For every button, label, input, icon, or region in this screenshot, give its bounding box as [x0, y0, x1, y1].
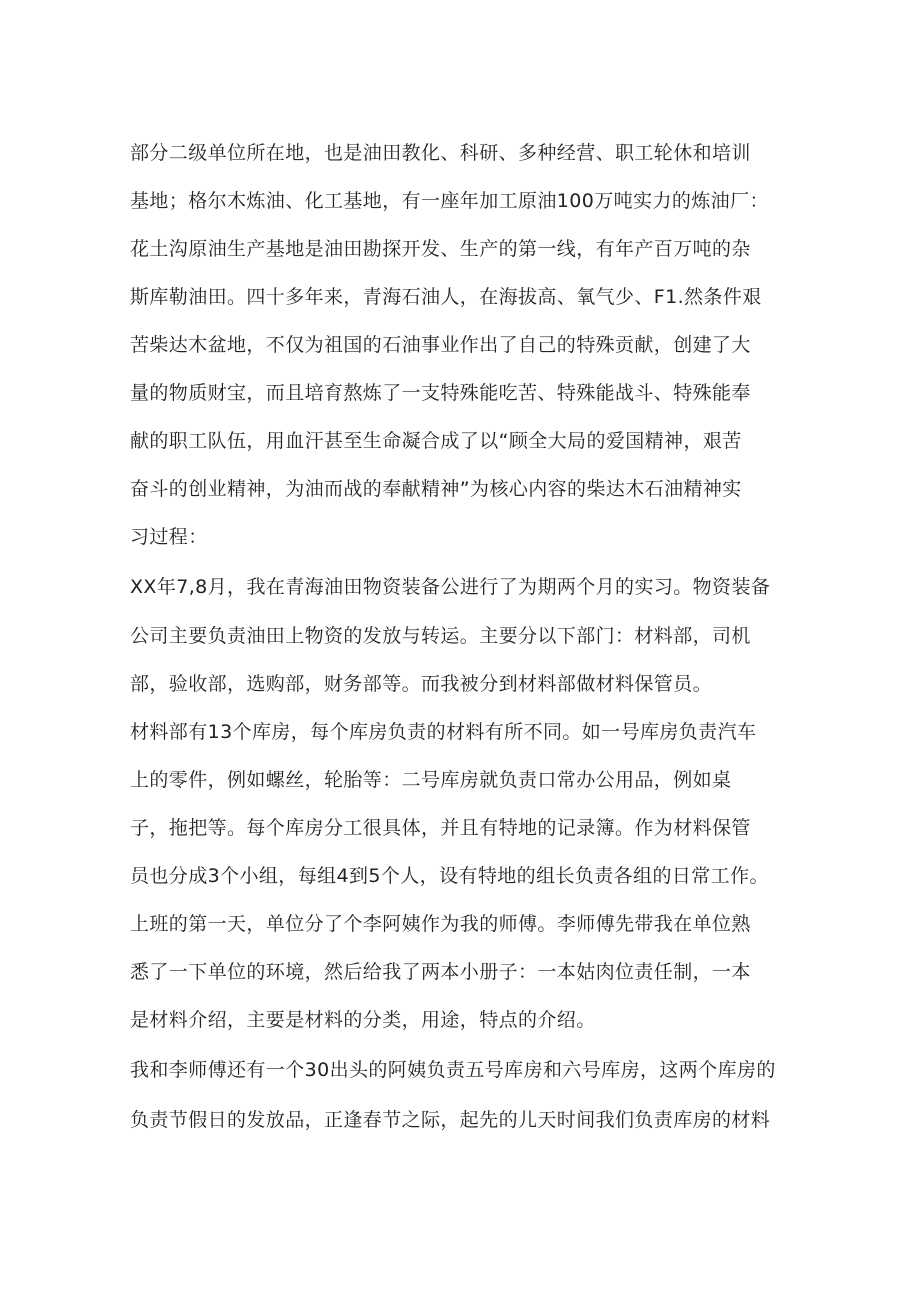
text-line: 材料部有13个库房，每个库房负责的材料有所不同。如一号库房负责汽车 — [130, 721, 757, 743]
text-line: 花土沟原油生产基地是油田勘探开发、生产的第一线，有年产百万吨的杂 — [130, 238, 751, 260]
text-line: 员也分成3个小组，每组4到5个人，设有特地的组长负责各组的日常工作。 — [130, 865, 769, 887]
text-line: 斯库勒油田。四十多年来，青海石油人，在海拔高、氧气少、F1.然条件艰 — [130, 286, 762, 308]
text-line: 是材料介绍，主要是材料的分类，用途，特点的介绍。 — [130, 1009, 596, 1031]
text-line: 奋斗的创业精神，为油而战的奉献精神”为核心内容的柴达木石油精神实 — [130, 478, 742, 500]
text-line: 我和李师傅还有一个30出头的阿姨负责五号库房和六号库房，这两个库房的 — [130, 1059, 776, 1081]
text-line: 量的物质财宝，而且培育熬炼了一支特殊能吃苦、特殊能战斗、特殊能奉 — [130, 382, 751, 404]
text-line: 负责节假日的发放品，正逢春节之际，起先的儿天时间我们负责库房的材料 — [130, 1109, 771, 1131]
text-line: XX年7,8月，我在青海油田物资装备公进行了为期两个月的实习。物资装备 — [130, 576, 771, 598]
text-line: 上的零件，例如螺丝，轮胎等：二号库房就负责口常办公用品，例如桌 — [130, 769, 732, 791]
text-line: 子，拖把等。每个库房分工很具体，并且有特地的记录簿。作为材料保管 — [130, 817, 751, 839]
text-line: 公司主要负责油田上物资的发放与转运。主要分以下部门：材料部，司机 — [130, 625, 751, 647]
text-line: 上班的第一天，单位分了个李阿姨作为我的师傅。李师傅先带我在单位熟 — [130, 913, 751, 935]
text-line: 悉了一下单位的环境，然后给我了两本小册子：一本姑肉位责任制，一本 — [130, 961, 751, 983]
text-line: 习过程： — [130, 526, 208, 548]
text-line: 部分二级单位所在地，也是油田教化、科研、多种经营、职工轮休和培训 — [130, 142, 751, 164]
text-line: 基地；格尔木炼油、化工基地，有一座年加工原油100万吨实力的炼油厂： — [130, 190, 769, 212]
text-line: 部，验收部，选购部，财务部等。而我被分到材料部做材料保管员。 — [130, 673, 713, 695]
text-line: 苦柴达木盆地，不仅为祖国的石油事业作出了自己的特殊贡献，创建了大 — [130, 334, 751, 356]
text-line: 献的职工队伍，用血汗甚至生命凝合成了以“顾全大局的爱国精神，艰苦 — [130, 430, 742, 452]
